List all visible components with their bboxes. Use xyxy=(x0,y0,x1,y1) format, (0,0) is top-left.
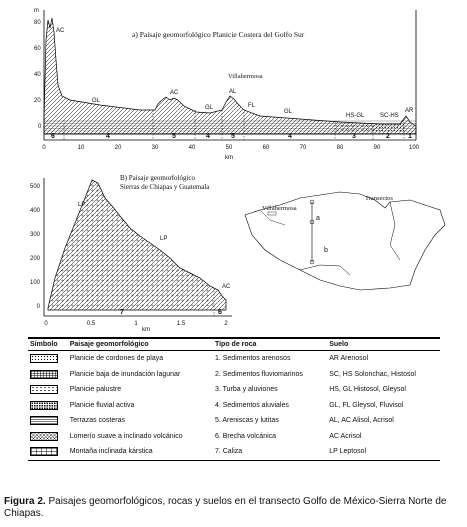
panel-b-unit: 6 xyxy=(218,309,222,316)
beach-ridge-symbol xyxy=(30,354,58,363)
panel-a-y-tick: 20 xyxy=(34,98,41,104)
panel-a-soil-label: SC-HS xyxy=(380,113,399,119)
panel-b-y-tick: 300 xyxy=(29,232,40,238)
panel-b-x-tick: 1.5 xyxy=(176,321,186,327)
legend-roca: 7. Caliza xyxy=(213,444,327,460)
lagoon-plain-symbol xyxy=(30,370,58,379)
panel-a-soil-label: FL xyxy=(248,103,256,109)
legend-header: Paisaje geomorfológico xyxy=(68,338,213,351)
panel-b-profile xyxy=(0,168,240,338)
legend-roca: 1. Sedimentos arenosos xyxy=(214,355,291,363)
panel-a-unit: 1 xyxy=(408,133,412,140)
panel-a-profile xyxy=(0,0,467,170)
legend-paisaje: Planicie fluvial activa xyxy=(69,401,135,409)
panel-b-soil-label: LP xyxy=(160,236,168,242)
panel-a-y-unit: m xyxy=(34,8,39,14)
map-city-label: Villahermosa xyxy=(262,205,297,212)
legend-table xyxy=(28,337,440,472)
legend-paisaje: Montaña inclinada kárstica xyxy=(68,444,213,460)
map-point-b-label: b xyxy=(324,247,328,254)
panel-a-y-tick: 60 xyxy=(34,46,41,52)
panel-a-soil-label: GL xyxy=(205,105,214,111)
legend-header: Símbolo xyxy=(28,338,68,351)
caption-label: Figura 2. xyxy=(4,496,46,507)
figure-caption xyxy=(4,496,464,520)
panel-a-x-tick: 70 xyxy=(299,145,307,151)
panel-a-unit: 6 xyxy=(51,133,55,140)
location-map xyxy=(240,180,460,300)
panel-a-soil-label: GL xyxy=(284,109,293,115)
panel-a-x-tick: 0 xyxy=(42,145,46,151)
panel-a-y-tick: 40 xyxy=(34,72,41,78)
legend-paisaje: Lomerío suave a inclinado volcánico xyxy=(69,432,183,440)
legend-paisaje: Planicie de cordones de playa xyxy=(69,355,164,363)
legend-row xyxy=(28,351,440,367)
map-transect-label: Transectos xyxy=(365,195,393,202)
panel-a-unit: 5 xyxy=(231,133,235,140)
panel-b-soil-label: LP xyxy=(78,202,86,208)
panel-b-x-tick: 0.5 xyxy=(86,321,96,327)
panel-b-x-tick: 1 xyxy=(134,321,138,327)
legend-suelo: HS, GL Histosol, Gleysol xyxy=(329,386,406,394)
legend-row xyxy=(28,398,440,414)
legend-row xyxy=(28,444,440,460)
panel-b-unit: 7 xyxy=(120,309,124,316)
panel-a-unit: 4 xyxy=(288,133,292,140)
legend-roca: 4. Sedimentos aluviales xyxy=(214,401,289,409)
panel-a-x-tick: 10 xyxy=(77,145,85,151)
legend-header: Tipo de roca xyxy=(213,338,327,351)
panel-b-y-tick: 0 xyxy=(36,304,40,310)
panel-a-unit: 5 xyxy=(172,133,176,140)
legend-roca: 2. Sedimentos fluviomarinos xyxy=(214,370,303,378)
legend-suelo: LP Leptosol xyxy=(327,444,440,460)
panel-a-unit: 4 xyxy=(206,133,210,140)
panel-a-y-tick: 0 xyxy=(38,124,42,130)
panel-a-y-tick: 80 xyxy=(34,20,41,26)
legend-row xyxy=(28,367,440,383)
panel-a-x-tick: 30 xyxy=(151,145,159,151)
panel-b-y-tick: 100 xyxy=(29,280,40,286)
panel-a-soil-label: HS-GL xyxy=(346,113,365,119)
legend-suelo: SC, HS Solonchac, Histosol xyxy=(329,370,416,378)
legend-suelo: GL, FL Gleysol, Fluvisol xyxy=(329,401,404,409)
karst-mountain-symbol xyxy=(30,447,58,456)
legend-row xyxy=(28,413,440,429)
panel-a-title: a) Paisaje geomorfológico Planicie Costera del Golfo Sur xyxy=(132,30,305,39)
panel-a-soil-label: AR xyxy=(405,108,414,114)
legend-suelo: AC Acrisol xyxy=(329,432,362,440)
panel-a-x-tick: 80 xyxy=(336,145,344,151)
panel-b-y-tick: 500 xyxy=(29,184,40,190)
panel-a-soil-label: GL xyxy=(92,98,101,104)
panel-a-city-label: Villahermosa xyxy=(228,73,263,80)
panel-a-unit: 4 xyxy=(106,133,110,140)
legend-row xyxy=(28,382,440,398)
legend-paisaje: Planicie palustre xyxy=(69,386,122,394)
legend-suelo: AL, AC Alisol, Acrisol xyxy=(329,417,394,425)
panel-a-x-tick: 50 xyxy=(225,145,233,151)
panel-a-unit: 2 xyxy=(386,133,390,140)
fluvial-plain-symbol xyxy=(30,401,58,410)
legend-row xyxy=(28,429,440,445)
panel-a-x-unit: km xyxy=(225,155,233,161)
terrace-symbol xyxy=(30,416,58,425)
legend-paisaje: Planicie baja de inundación lagunar xyxy=(69,370,181,378)
panel-b-y-tick: 400 xyxy=(29,208,40,214)
panel-a-soil-label: AC xyxy=(170,90,179,96)
legend-paisaje: Terrazas costeras xyxy=(69,417,125,425)
panel-a-x-tick: 90 xyxy=(373,145,381,151)
panel-b-title-line2: Sierras de Chiapas y Guatemala xyxy=(120,183,210,191)
caption-text: Paisajes geomorfológicos, rocas y suelos en el transecto Golfo de México-Sierra Norte de Chiapas. xyxy=(4,496,447,519)
panel-a-x-tick: 40 xyxy=(188,145,196,151)
panel-a-soil-label: AL xyxy=(229,89,237,95)
panel-b-x-unit: km xyxy=(142,327,150,333)
panel-a-unit: 3 xyxy=(352,133,356,140)
legend-roca: 5. Areniscas y lutitas xyxy=(214,417,279,425)
panel-a-x-tick: 60 xyxy=(262,145,270,151)
panel-b-soil-label: AC xyxy=(222,284,231,290)
marsh-plain-symbol xyxy=(30,385,58,394)
panel-b-title-line1: B) Paisaje geomorfológico xyxy=(120,174,196,182)
legend-suelo: AR Arenosol xyxy=(329,355,369,363)
panel-b-x-tick: 0 xyxy=(44,321,48,327)
legend-header: Suelo xyxy=(327,338,440,351)
panel-b-x-tick: 2 xyxy=(224,321,228,327)
map-point-a-label: a xyxy=(316,215,320,222)
panel-a-x-tick: 100 xyxy=(408,145,420,151)
panel-a-soil-label: AC xyxy=(56,28,65,34)
legend-roca: 3. Turba y aluviones xyxy=(214,386,278,394)
legend-roca: 6. Brecha volcánica xyxy=(214,432,277,440)
volcanic-hill-symbol xyxy=(30,432,58,441)
panel-b-y-tick: 200 xyxy=(29,256,40,262)
panel-a-x-tick: 20 xyxy=(114,145,122,151)
